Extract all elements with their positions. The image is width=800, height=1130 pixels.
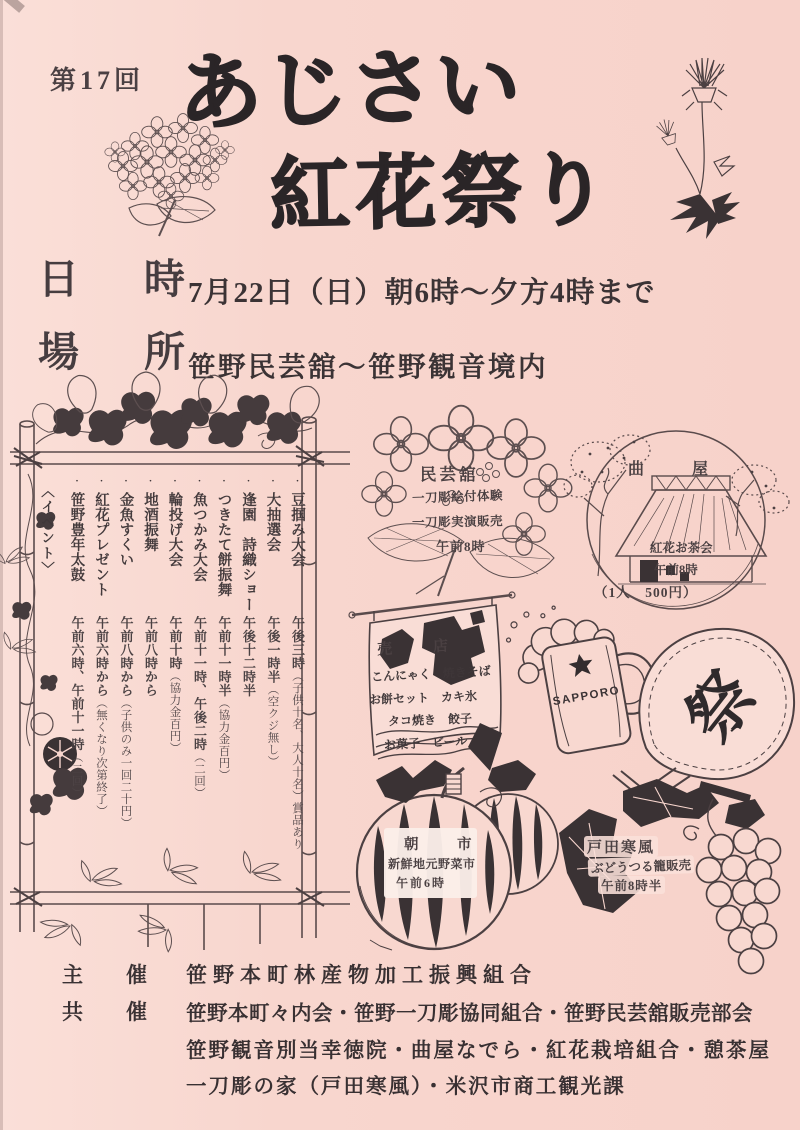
event-note: （二回） [193, 751, 205, 799]
event-board-side-label: 〈イベント〉 [39, 484, 54, 577]
cosponsor-line: 笹野本町々内会・笹野一刀彫協同組合・笹野民芸舘販売部会 [186, 1003, 753, 1025]
event-column [187, 476, 212, 900]
event-column [138, 476, 163, 900]
event-time: 午前十時 [167, 616, 183, 670]
scan-edge [0, 0, 3, 1130]
page-title-line1: あじさい [177, 39, 524, 142]
magariya-line1: 紅花お茶会 [650, 541, 713, 555]
event-name: 豆掴み大会 [289, 492, 305, 567]
baiten-item: タコ焼き 餃子 [387, 711, 473, 729]
organizer-value: 笹野本町林産物加工振興組合 [186, 963, 537, 987]
mingeikan-time: 午前8時 [436, 539, 486, 554]
magariya-price: （1人 500円） [594, 585, 698, 600]
event-time: 午後三時 [290, 616, 305, 670]
event-column [113, 476, 138, 900]
event-column [236, 476, 261, 900]
event-note: （二回） [70, 751, 83, 799]
place-label: 場 所 [38, 329, 197, 375]
organizer-label: 主 催 [62, 963, 158, 987]
event-note: （協力金百円） [168, 670, 181, 754]
event-time: 午前十一時、午後二時 [192, 616, 207, 751]
event-column [89, 476, 114, 900]
event-column [285, 476, 310, 900]
event-name: 逢園 詩織ショー [240, 492, 256, 612]
toda-line1: ぶどうつる籠販売 [588, 855, 695, 877]
event-note: （子供十名、大人十名）賞品あり [291, 670, 303, 850]
event-column [260, 476, 285, 900]
event-name: 笹野豊年太鼓 [68, 492, 85, 582]
bullet-icon: ・ [218, 476, 229, 486]
baiten-item: お餅セット カキ氷 [368, 689, 478, 707]
magariya-time: 午前8時 [654, 563, 698, 577]
bullet-icon: ・ [169, 476, 180, 486]
toda-time: 午前8時半 [598, 876, 665, 894]
event-name: 紅花プレゼント [93, 492, 109, 597]
mingeikan-line1: 一刀彫絵付体験 [411, 488, 504, 506]
toda-title: 戸田寒風 [584, 836, 658, 857]
mingeikan-line2: 一刀彫実演販売 [411, 514, 504, 530]
asaichi-title: 朝 市 [404, 837, 484, 853]
event-note: （空クジ無し） [266, 683, 279, 768]
event-name: 金魚すくい [117, 492, 134, 567]
bullet-icon: ・ [120, 476, 131, 486]
bullet-icon: ・ [145, 476, 155, 486]
event-name: 輪投げ大会 [166, 492, 183, 567]
event-column [64, 476, 89, 900]
event-column [162, 476, 187, 900]
baiten-item: お菓子 ビール [383, 733, 468, 753]
event-time: 午後十二時半 [241, 616, 256, 697]
page-title-line2: 紅花祭り [269, 147, 615, 241]
event-time: 午前六時、午前十一時 [69, 616, 85, 751]
bullet-icon: ・ [243, 476, 253, 486]
asaichi-time: 午前6時 [396, 876, 447, 890]
magariya-title: 曲 屋 [628, 461, 725, 478]
event-column [211, 476, 236, 900]
baiten-title: 売 店 [376, 637, 462, 659]
event-time: 午前六時から [94, 616, 109, 697]
event-time: 午前八時から [143, 616, 158, 697]
datetime-value: 7月22日（日）朝6時～夕方4時まで [188, 277, 656, 309]
beer-brand-label: SAPPORO [551, 684, 622, 709]
bullet-icon: ・ [71, 476, 82, 486]
cosponsor-line: 笹野観音別当幸徳院・曲屋なでら・紅花栽培組合・憩茶屋 [186, 1040, 771, 1062]
bullet-icon: ・ [267, 476, 278, 486]
cosponsor-line: 一刀彫の家（戸田寒風）・米沢市商工観光課 [186, 1076, 626, 1098]
event-time: 午前十一時半 [216, 616, 232, 697]
asaichi-line1: 新鮮地元野菜市 [388, 857, 476, 871]
event-time: 午前八時から [118, 616, 134, 697]
scan-corner-mark [0, 0, 25, 13]
mingeikan-hydrangea-illustration [356, 416, 561, 601]
bullet-icon: ・ [194, 476, 204, 486]
cosponsor-label: 共 催 [62, 1000, 158, 1024]
baiten-item: こんにゃく 焼きそば [370, 663, 492, 685]
event-time: 午後一時半 [265, 616, 281, 684]
event-name: 地酒振舞 [142, 492, 158, 552]
event-name: 大抽選会 [264, 492, 281, 552]
edition-label: 第17回 [50, 66, 145, 95]
safflower-illustration [642, 44, 752, 239]
place-value: 笹野民芸舘～笹野観音境内 [188, 351, 548, 382]
event-schedule-list [64, 476, 309, 900]
hydrangea-illustration [95, 108, 245, 238]
event-name: 魚つかみ大会 [191, 492, 207, 582]
event-note: （無くなり次第終了） [95, 697, 107, 817]
bullet-icon: ・ [96, 476, 106, 486]
bullet-icon: ・ [292, 476, 302, 486]
event-note: （協力金百円） [217, 697, 230, 781]
mingeikan-title: 民芸舘 [420, 465, 479, 484]
datetime-label: 日 時 [38, 256, 197, 302]
event-note: （子供のみ一回二十円） [119, 697, 132, 829]
fan-matsuri-character: 祭 [672, 659, 772, 757]
event-name: つきたて餅振舞 [215, 492, 232, 597]
